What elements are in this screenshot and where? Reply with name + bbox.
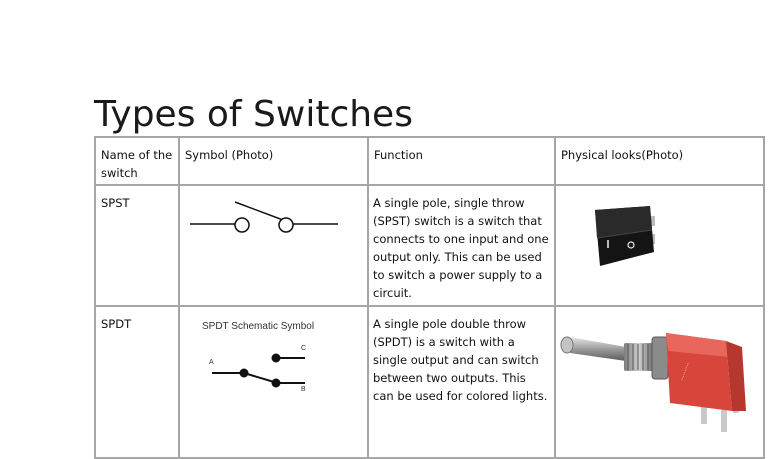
table-row	[95, 306, 764, 458]
table-row	[95, 185, 764, 306]
spdt-function: A single pole double throw (SPDT) is a switch with a single output and can switch between two outputs. This can be used for colored lights.	[368, 306, 555, 458]
switch-types-table	[94, 136, 765, 459]
spst-photo-cell	[555, 185, 764, 306]
header-function: Function	[368, 137, 555, 185]
switch-name-spst: SPST	[95, 185, 179, 306]
spdt-label-a: A	[209, 359, 214, 366]
header-symbol: Symbol (Photo)	[179, 137, 368, 185]
table-header-row	[95, 137, 764, 185]
spdt-label-b: B	[301, 386, 306, 393]
spst-function: A single pole, single throw (SPST) switch is a switch that connects to one input and one output only. This can be used to switch a power supply to a circuit.	[368, 185, 555, 306]
header-name: Name of the switch	[95, 137, 179, 185]
spdt-symbol-caption: SPDT Schematic Symbol	[202, 321, 315, 332]
header-physical: Physical looks(Photo)	[555, 137, 764, 185]
toggle-switch-photo	[556, 307, 763, 457]
spdt-label-c: C	[301, 345, 307, 352]
spdt-symbol-cell	[179, 306, 368, 458]
svg-text:..........: ..........	[677, 361, 691, 382]
rocker-switch-photo	[556, 186, 763, 305]
spdt-schematic-icon	[180, 307, 367, 457]
switch-name-spdt: SPDT	[95, 306, 179, 458]
page-title: Types of Switches	[94, 94, 413, 135]
spst-symbol-cell	[179, 185, 368, 306]
spdt-photo-cell	[555, 306, 764, 458]
spst-schematic-icon	[180, 186, 367, 305]
